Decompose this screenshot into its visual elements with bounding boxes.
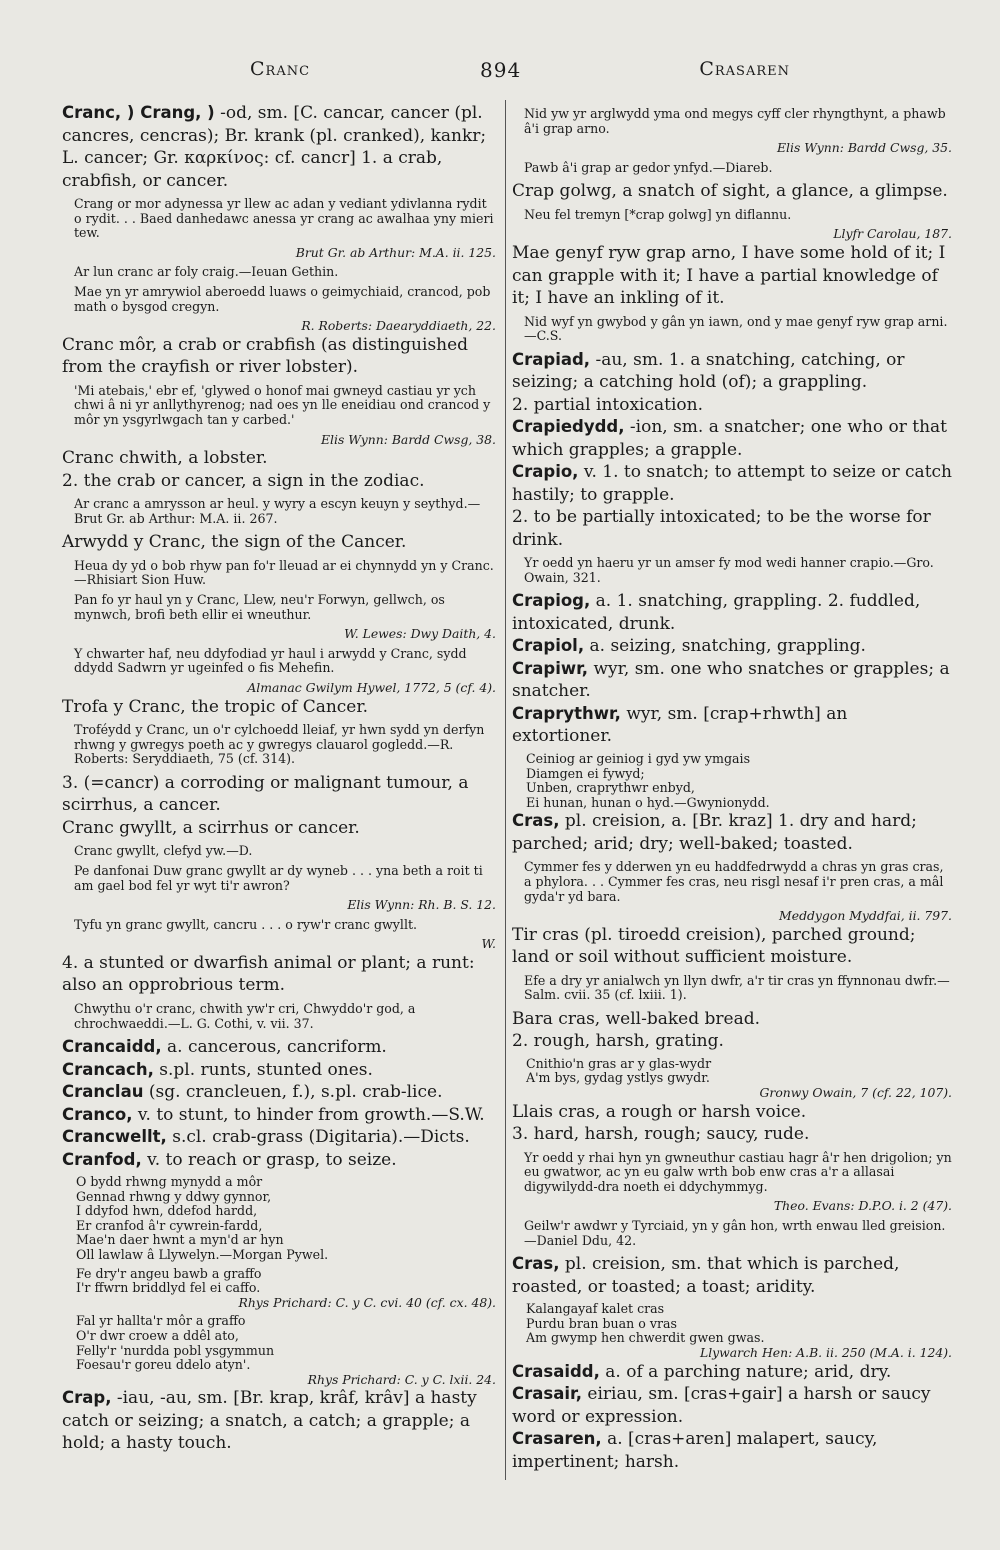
dictionary-entry (512, 658, 952, 703)
verse-line: Purdu bran buan o vras (526, 1315, 677, 1331)
entry-text: -ion, sm. a snatcher; one who or that which grapples; a grapple. (512, 417, 947, 460)
verse-quote (62, 1175, 496, 1263)
headword: Crapiog, (512, 591, 591, 611)
dictionary-entry (62, 102, 496, 192)
entry-text: Pawb â'i grap ar gedor ynfyd.—Diareb. (524, 159, 773, 175)
headword: Crasaren, (512, 1429, 602, 1449)
entry-text: Cymmer fes y dderwen yn eu haddfedrwydd a chras yn gras cras, a phylora. . . Cymmer fes cras, neu risgl nesaf i'r pren cras, a mâl gyda'r yd bara. (524, 859, 944, 904)
entry-text: wyr, sm. one who snatches or grapples; a snatcher. (512, 658, 950, 702)
entry-text: Tir cras (pl. tiroedd creision), parched ground; land or soil without sufficient moisture. (512, 924, 916, 968)
entry-text: v. to reach or grasp, to seize. (147, 1149, 397, 1170)
entry-text: Y chwarter haf, neu ddyfodiad yr haul i arwydd y Cranc, sydd ddydd Sadwrn yr ugeinfed o fis Mehefin. (74, 645, 467, 676)
entry-text: Elis Wynn: Rh. B. S. 12. (347, 897, 496, 913)
entry-text: Elis Wynn: Bardd Cwsg, 35. (777, 140, 952, 156)
header-right-word: Crasaren (699, 58, 790, 80)
entry-text: Ar lun cranc ar foly craig.—Ieuan Gethin. (74, 264, 339, 280)
entry-text: Cranc gwyllt, clefyd yw.—D. (74, 843, 253, 859)
dictionary-entry (62, 447, 496, 470)
entry-text: -iau, -au, sm. [Br. krap, krâf, krâv] a hasty catch or seizing; a snatch, a catch; a grapple; a hold; a hasty touch. (62, 1388, 477, 1454)
dictionary-entry (512, 590, 952, 635)
entry-text: a. cancerous, cancriform. (167, 1037, 387, 1058)
dictionary-entry (512, 703, 952, 748)
citation-quote (62, 918, 496, 933)
entry-text: R. Roberts: Daearyddiaeth, 22. (301, 318, 496, 334)
entry-text: Efe a dry yr anialwch yn llyn dwfr, a'r tir cras yn ffynnonau dwfr.—Salm. cvii. 35 (cf. lxiii. 1). (524, 972, 950, 1003)
citation-source (512, 227, 952, 242)
headword: Crapio, (512, 462, 579, 482)
headword: Crasaidd, (512, 1361, 600, 1381)
headword: Crapiedydd, (512, 417, 625, 437)
entry-text: Ar cranc a amrysson ar heul. y wyry a escyn keuyn y seythyd.—Brut Gr. ab Arthur: M.A. ii. 267. (74, 496, 481, 526)
citation-quote (62, 844, 496, 859)
headword: Cranc, ) Crang, ) (62, 103, 215, 122)
entry-text: a. [cras+aren] malapert, saucy, impertinent; harsh. (512, 1429, 878, 1472)
citation-source (512, 909, 952, 924)
entry-text: -od, sm. [C. cancar, cancer (pl. cancres, cencras); Br. krank (pl. cranked), kankr; L. cancer; Gr. καρκίνος: cf. cancr] 1. a crab, crabfish, or cancer. (62, 103, 487, 191)
headword: Cras, (512, 811, 560, 831)
verse-line: Foesau'r goreu ddelo atyn'. (76, 1357, 251, 1373)
dictionary-entry (512, 180, 952, 203)
entry-text: Llywarch Hen: A.B. ii. 250 (M.A. i. 124). (699, 1345, 952, 1360)
citation-source (62, 319, 496, 334)
running-header (70, 58, 940, 88)
entry-text: W. Lewes: Dwy Daith, 4. (344, 626, 496, 642)
headword: Crancwellt, (62, 1127, 167, 1147)
entry-text: Pan fo yr haul yn y Cranc, Llew, neu'r Forwyn, gellwch, os mynwch, brofi beth ellir ei wneuthur. (74, 592, 445, 622)
header-left-word: Cranc (250, 58, 311, 80)
dictionary-entry (62, 817, 496, 840)
dictionary-entry (62, 531, 496, 554)
verse-quote (512, 752, 952, 810)
column-divider (505, 100, 506, 1480)
entry-text: 2. rough, harsh, grating. (512, 1031, 724, 1052)
entry-text: a. of a parching nature; arid, dry. (605, 1361, 892, 1382)
entry-text: Bara cras, well-baked bread. (512, 1008, 760, 1029)
citation-quote (512, 161, 952, 176)
citation-source (512, 1199, 952, 1214)
entry-text: Llyfr Carolau, 187. (833, 226, 952, 242)
entry-text: Chwythu o'r cranc, chwith yw'r cri, Chwyddo'r god, a chrochwaeddi.—L. G. Cothi, v. vii. 37. (74, 1000, 416, 1031)
verse-line: Fe dry'r angeu bawb a graffo (76, 1265, 262, 1281)
dictionary-entry (512, 461, 952, 506)
entry-text: Cranc chwith, a lobster. (62, 448, 268, 469)
entry-text: W. (481, 936, 496, 952)
verse-line: Oll lawlaw â Llywelyn.—Morgan Pywel. (76, 1247, 329, 1263)
headword: Crasair, (512, 1384, 582, 1404)
citation-quote (62, 285, 496, 314)
verse-line: Gennad rhwng y ddwy gynnor, (76, 1188, 272, 1204)
entry-text: a. seizing, snatching, grappling. (589, 636, 866, 657)
dictionary-entry (512, 1008, 952, 1031)
entry-text: pl. creision, sm. that which is parched, roasted, or toasted; a toast; aridity. (512, 1254, 900, 1297)
dictionary-entry (512, 416, 952, 461)
verse-quote (62, 1267, 496, 1296)
citation-quote (62, 265, 496, 280)
citation-source (62, 433, 496, 448)
headword: Crap, (62, 1388, 112, 1408)
citation-source (62, 627, 496, 642)
headword: Crancaidd, (62, 1037, 162, 1057)
headword: Craprythwr, (512, 703, 621, 723)
citation-source (512, 1086, 952, 1101)
entry-text: 2. to be partially intoxicated; to be the worse for drink. (512, 507, 931, 550)
citation-quote (62, 497, 496, 526)
entry-text: Trofa y Cranc, the tropic of Cancer. (62, 696, 369, 717)
entry-text: Nid wyf yn gwybod y gân yn iawn, ond y mae genyf ryw grap arni.—C.S. (524, 313, 948, 344)
entry-text: Pe danfonai Duw granc gwyllt ar dy wyneb . . . yna beth a roit ti am gael bod fel yr wyt ti'r awron? (74, 862, 483, 893)
verse-line: Cnithio'n gras ar y glas-wydr (526, 1055, 712, 1071)
citation-quote (512, 107, 952, 136)
citation-quote (512, 860, 952, 904)
dictionary-entry (512, 1253, 952, 1298)
citation-quote (62, 1002, 496, 1031)
entry-text: Tyfu yn granc gwyllt, cancru . . . o ryw'r cranc gwyllt. (74, 916, 418, 932)
dictionary-entry (512, 1428, 952, 1473)
entry-text: Troféydd y Cranc, un o'r cylchoedd lleiaf, yr hwn sydd yn derfyn rhwng y gwregys poeth ac y gwregys clauarol gogledd.—R. Roberts: Seryddiaeth, 75 (cf. 314). (74, 722, 485, 767)
entry-text: s.cl. crab-grass (Digitaria).—Dicts. (172, 1127, 470, 1148)
entry-text: Almanac Gwilym Hywel, 1772, 5 (cf. 4). (247, 679, 496, 695)
entry-text: s.pl. runts, stunted ones. (159, 1059, 373, 1080)
verse-line: Ceiniog ar geiniog i gyd yw ymgais (526, 750, 751, 766)
verse-line: I'r ffwrn briddlyd fel ei caffo. (76, 1280, 261, 1296)
entry-text: eiriau, sm. [cras+gair] a harsh or saucy word or expression. (512, 1384, 931, 1427)
verse-line: Unben, craprythwr enbyd, (526, 780, 695, 796)
dictionary-entry (512, 1101, 952, 1124)
verse-line: Mae'n daer hwnt a myn'd ar hyn (76, 1232, 284, 1248)
dictionary-entry (512, 394, 952, 417)
entry-text: v. to stunt, to hinder from growth.—S.W. (137, 1104, 485, 1125)
citation-quote (62, 864, 496, 893)
headword: Cranclau (62, 1082, 144, 1102)
citation-source (512, 1346, 952, 1361)
entry-text: 4. a stunted or dwarfish animal or plant; a runt: also an opprobrious term. (62, 952, 475, 996)
dictionary-entry (512, 1123, 952, 1146)
entry-text: Arwydd y Cranc, the sign of the Cancer. (62, 532, 407, 553)
dictionary-entry (512, 506, 952, 551)
dictionary-entry (62, 772, 496, 817)
entry-text: (sg. crancleuen, f.), s.pl. crab-lice. (148, 1082, 443, 1103)
citation-source (62, 681, 496, 696)
citation-quote (62, 593, 496, 622)
citation-quote (512, 315, 952, 344)
verse-line: O bydd rhwng mynydd a môr (76, 1174, 263, 1190)
entry-text: Llais cras, a rough or harsh voice. (512, 1101, 807, 1122)
verse-quote (62, 1314, 496, 1372)
entry-text: 2. partial intoxication. (512, 394, 704, 415)
citation-quote (512, 1219, 952, 1248)
entry-text: 2. the crab or cancer, a sign in the zodiac. (62, 470, 425, 491)
dictionary-entry (62, 952, 496, 997)
entry-text: Rhys Prichard: C. y C. lxii. 24. (307, 1371, 496, 1387)
dictionary-entry (62, 1081, 496, 1104)
dictionary-entry (512, 1030, 952, 1053)
headword: Cranfod, (62, 1149, 142, 1169)
entry-text: pl. creision, a. [Br. kraz] 1. dry and hard; parched; arid; dry; well-baked; toasted. (512, 811, 917, 854)
citation-source (62, 898, 496, 913)
headword: Crapiad, (512, 349, 591, 369)
dictionary-entry (62, 1104, 496, 1127)
headword: Crapiol, (512, 636, 585, 656)
citation-quote (512, 974, 952, 1003)
dictionary-entry (62, 334, 496, 379)
dictionary-entry (62, 1387, 496, 1455)
verse-line: O'r dwr croew a ddêl ato, (76, 1328, 239, 1344)
dictionary-entry (62, 1149, 496, 1172)
entry-text: 'Mi atebais,' ebr ef, 'glywed o honof mai gwneyd castiau yr ych chwi â ni yr anllythyrenog; nad oes yn lle eneidiau ond crancod y môr yn ysgyrlwgach tan y carbed.' (74, 382, 491, 427)
dictionary-entry (512, 242, 952, 310)
dictionary-entry (62, 1126, 496, 1149)
verse-line: A'm bys, gydag ystlys gwydr. (526, 1070, 710, 1086)
dictionary-entry (62, 470, 496, 493)
left-column (62, 102, 496, 1455)
citation-quote (62, 384, 496, 428)
verse-line: Fal yr hallta'r môr a graffo (76, 1313, 246, 1329)
headword: Crapiwr, (512, 658, 589, 678)
entry-text: Neu fel tremyn [*crap golwg] yn diflannu. (524, 206, 792, 222)
verse-line: Diamgen ei fywyd; (526, 765, 645, 781)
entry-text: Mae genyf ryw grap arno, I have some hold of it; I can grapple with it; I have a partial knowledge of it; I have an inkling of it. (512, 243, 946, 309)
entry-text: Brut Gr. ab Arthur: M.A. ii. 125. (295, 244, 496, 260)
verse-line: Er cranfod â'r cywrein-fardd, (76, 1217, 263, 1233)
verse-line: Kalangayaf kalet cras (526, 1301, 665, 1317)
headword: Cras, (512, 1254, 560, 1274)
entry-text: Heua dy yd o bob rhyw pan fo'r lleuad ar ei chynnydd yn y Cranc.—Rhisiart Sion Huw. (74, 557, 494, 588)
citation-quote (62, 723, 496, 767)
entry-text: v. 1. to snatch; to attempt to seize or catch hastily; to grapple. (512, 462, 952, 505)
citation-quote (62, 559, 496, 588)
dictionary-entry (512, 1383, 952, 1428)
entry-text: Cranc môr, a crab or crabfish (as distinguished from the crayfish or river lobster). (62, 334, 469, 378)
verse-line: Am gwymp hen chwerdit gwen gwas. (526, 1330, 765, 1346)
citation-quote (512, 556, 952, 585)
dictionary-entry (62, 696, 496, 719)
entry-text: Meddygon Myddfai, ii. 797. (779, 908, 952, 924)
entry-text: Crap golwg, a snatch of sight, a glance, a glimpse. (512, 181, 948, 202)
entry-text: Yr oedd y rhai hyn yn gwneuthur castiau hagr â'r hen drigolion; yn eu gwatwor, ac yn eu galw wrth bob enw cras a'r a allasai digywilydd-dra noeth ei ddychymmyg. (524, 1149, 952, 1194)
verse-line: I ddyfod hwn, ddefod hardd, (76, 1203, 258, 1219)
headword: Crancach, (62, 1059, 154, 1079)
dictionary-entry (512, 810, 952, 855)
right-column (512, 102, 952, 1473)
entry-text: wyr, sm. [crap+rhwth] an extortioner. (512, 703, 848, 747)
headword: Cranco, (62, 1104, 133, 1124)
dictionary-entry (62, 1059, 496, 1082)
entry-text: Yr oedd yn haeru yr un amser fy mod wedi hanner crapio.—Gro. Owain, 321. (524, 555, 934, 585)
entry-text: Cranc gwyllt, a scirrhus or cancer. (62, 817, 360, 838)
verse-line: Felly'r 'nurdda pobl ysgymmun (76, 1342, 275, 1358)
citation-quote (512, 1151, 952, 1195)
entry-text: Geilw'r awdwr y Tyrciaid, yn y gân hon, wrth enwau lled greision.—Daniel Ddu, 42. (524, 1218, 946, 1248)
citation-source (512, 141, 952, 156)
entry-text: -au, sm. 1. a snatching, catching, or seizing; a catching hold (of); a grappling. (512, 349, 905, 393)
dictionary-entry (512, 924, 952, 969)
citation-source (62, 246, 496, 261)
citation-source (62, 1296, 496, 1311)
dictionary-entry (512, 349, 952, 394)
dictionary-entry (512, 635, 952, 658)
entry-text: a. 1. snatching, grappling. 2. fuddled, intoxicated, drunk. (512, 591, 921, 634)
page-number: 894 (480, 58, 522, 82)
entry-text: Elis Wynn: Bardd Cwsg, 38. (321, 431, 496, 447)
entry-text: Gronwy Owain, 7 (cf. 22, 107). (759, 1085, 952, 1101)
entry-text: Rhys Prichard: C. y C. cvi. 40 (cf. cx. 48). (238, 1294, 496, 1310)
verse-quote (512, 1302, 952, 1346)
verse-quote (512, 1057, 952, 1086)
citation-source (62, 937, 496, 952)
entry-text: 3. hard, harsh, rough; saucy, rude. (512, 1124, 810, 1145)
citation-quote (62, 647, 496, 676)
citation-quote (62, 197, 496, 241)
entry-text: 3. (=cancr) a corroding or malignant tumour, a scirrhus, a cancer. (62, 772, 469, 816)
entry-text: Nid yw yr arglwydd yma ond megys cyff cler rhyngthynt, a phawb â'i grap arno. (524, 106, 946, 136)
entry-text: Mae yn yr amrywiol aberoedd luaws o geimychiaid, crancod, pob math o bysgod cregyn. (74, 283, 491, 314)
citation-quote (512, 208, 952, 223)
dictionary-entry (62, 1036, 496, 1059)
citation-source (62, 1373, 496, 1388)
entry-text: Crang or mor adynessa yr llew ac adan y vediant ydivlanna rydit o rydit. . . Baed danhedawc anessa yr crang ac awalhaa yny mieri tew. (74, 196, 494, 241)
verse-line: Ei hunan, hunan o hyd.—Gwynionydd. (526, 794, 770, 810)
entry-text: Theo. Evans: D.P.O. i. 2 (47). (773, 1198, 952, 1214)
dictionary-entry (512, 1361, 952, 1384)
